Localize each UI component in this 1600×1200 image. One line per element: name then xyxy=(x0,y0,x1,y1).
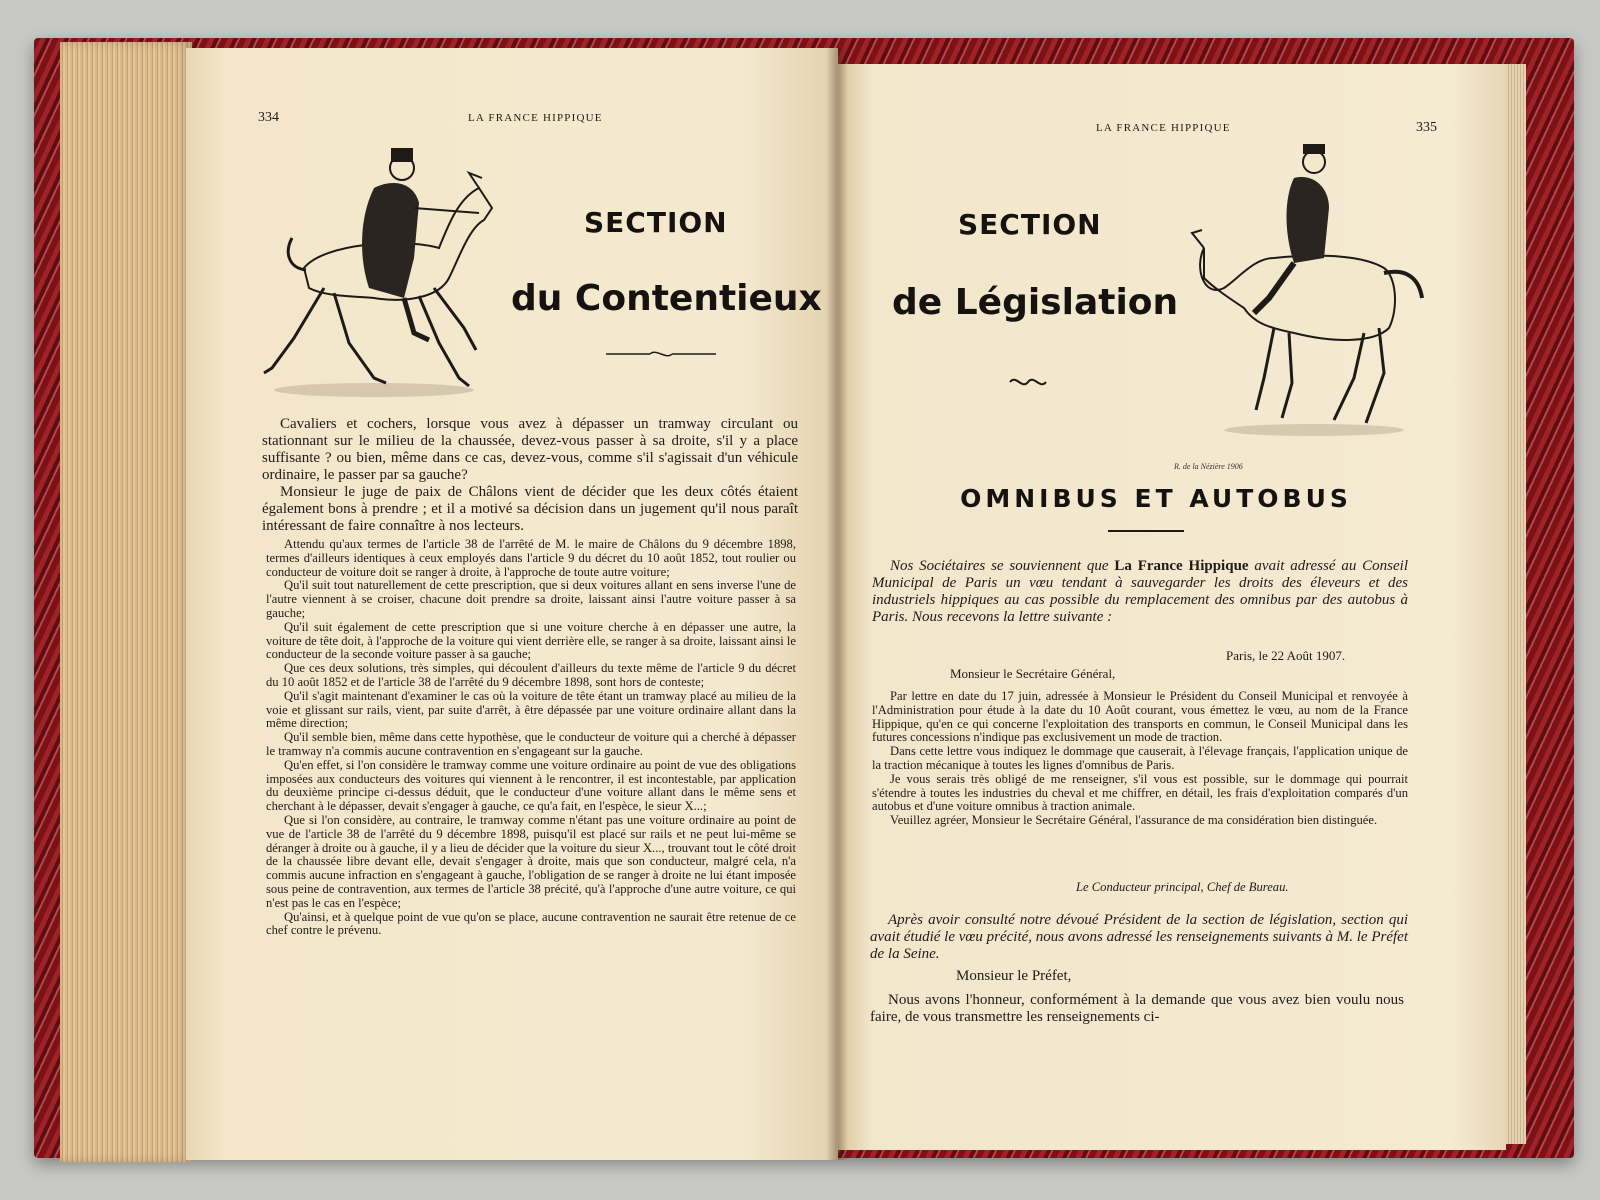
right-section-word: SECTION xyxy=(958,208,1102,241)
intro-lead-text: Nos Sociétaires se souviennent que xyxy=(890,558,1115,574)
judgment-paragraph: Que ces deux solutions, très simples, qui découlent d'ailleurs du texte même de l'article 9 du décret du 10 août 1852 et de l'article 38 de l'arrêté du 9 décembre 1898, sont hors de conteste; xyxy=(266,661,796,689)
page-edges-left xyxy=(60,42,192,1162)
judgment-paragraph: Qu'ainsi, et à quelque point de vue qu'on se place, aucune contravention ne saurait être retenue de ce chef contre le prévenu. xyxy=(266,909,796,938)
letter-paragraph: Je vous serais très obligé de me renseigner, s'il vous est possible, sur le dommage qui pourrait s'étendre à toutes les industries du cheval et me chiffrer, en détail, les frais d'exploitation comparés d'un autobus et d'une voiture omnibus à traction animale. xyxy=(872,771,1408,814)
right-section-title: de Législation xyxy=(892,282,1179,323)
letter-paragraph: Veuillez agréer, Monsieur le Secrétaire Général, l'assurance de ma considération bien distinguée. xyxy=(890,813,1378,828)
right-running-head: LA FRANCE HIPPIQUE xyxy=(1096,122,1231,134)
left-section-title: du Contentieux xyxy=(511,278,822,319)
horse-rider-illustration-left xyxy=(254,128,494,408)
letter-paragraph: Dans cette lettre vous indiquez le dommage que causerait, à l'élevage français, l'application unique de la traction mécanique à toutes les lignes d'omnibus de Paris. xyxy=(872,744,1408,772)
judgment-paragraph: Qu'il suit tout naturellement de cette prescription, que si deux voitures allant en sens inverse l'une de l'autre viennent à se croiser, chacune doit prendre sa droite, laissant ainsi l'autre voiture passer à sa gauche; xyxy=(266,578,796,620)
left-intro-paragraph-2: Monsieur le juge de paix de Châlons vient de décider que les deux côtés étaient également bons à prendre ; et il a motivé sa décision dans un jugement qu'il nous paraît intéressant de faire connaître à nos lecteurs. xyxy=(262,484,798,534)
letter-signature: Le Conducteur principal, Chef de Bureau. xyxy=(1076,880,1289,894)
title-underline xyxy=(1108,530,1184,532)
illustration-signature: R. de la Nézière 1906 xyxy=(1174,462,1243,471)
left-intro-paragraph-1: Cavaliers et cochers, lorsque vous avez à dépasser un tramway circulant ou stationnant sur le milieu de la chaussée, devez-vous passer à sa droite, s'il y a place suffisante ? ou bien, même dans ce cas, devez-vous, comme s'il s'agissait d'un véhicule ordinaire, le passer par sa gauche? xyxy=(262,416,798,483)
letter-salutation: Monsieur le Secrétaire Général, xyxy=(950,666,1116,681)
judgment-paragraph: Qu'il suit également de cette prescription que si une voiture cherche à en dépasser une autre, la voiture de tête doit, à l'approche de la voiture qui vient derrière elle, se ranger à sa droite, laissant ainsi le conducteur de la seconde voiture passer à sa gauche; xyxy=(266,619,796,662)
judgment-paragraph: Qu'il semble bien, même dans cette hypothèse, que le conducteur de voiture qui a cherché à dépasser le tramway n'a commis aucune contravention en s'engageant sur la gauche. xyxy=(266,730,796,758)
letter-body xyxy=(872,690,1408,828)
horse-rider-illustration-right xyxy=(1184,138,1424,448)
right-page-number: 335 xyxy=(1416,120,1437,135)
article-title: OMNIBUS ET AUTOBUS xyxy=(960,484,1352,513)
judgment-paragraph: Que si l'on considère, au contraire, le tramway comme n'étant pas une voiture ordinaire au point de vue de l'article 38 de l'arrêté du 9 décembre 1898, puisqu'il est placé sur rails et ne peut lui-même se déranger à droite ou à gauche, il y a lieu de décider que la voiture du sieur X..., trouvant tout le côté droit de la chaussée libre devant elle, devait s'engager à droite, mais que son conducteur, malgré cela, n'a commis aucune infraction en s'engageant à gauche, l'obligation de se ranger à droite ne lui étant imposée sous peine de contravention, aux termes de l'article 38 précité, qu'à l'approche d'une autre voiture, ce qui n'est pas le cas en l'espèce; xyxy=(266,812,796,910)
left-running-head: LA FRANCE HIPPIQUE xyxy=(468,112,603,124)
intro-rest-text: avait adressé au Conseil Municipal de Paris un vœu tendant à sauvegarder les droits des éleveurs et des industriels hippiques au cas possible du remplacement des omnibus par des autobus à Paris. Nous recevons la lettre suivante : xyxy=(872,558,1409,625)
left-page-number: 334 xyxy=(258,110,279,125)
left-page xyxy=(186,48,838,1160)
judgment-paragraph: Qu'en effet, si l'on considère le tramway comme une voiture ordinaire au point de vue des obligations imposées aux conducteurs des voitures qui viennent à le rencontrer, il est incontestable, par application du deuxième principe ci-dessus déduit, que le conducteur d'une voiture allant dans le même sens et cherchant à le dépasser, devait s'engager à gauche, ce qu'a fait, en l'espèce, le sieur X...; xyxy=(266,757,796,814)
right-intro-paragraph xyxy=(872,558,1408,626)
intro-bold-text: La France Hippique xyxy=(1114,558,1249,574)
ornament-flourish-right xyxy=(1008,372,1048,392)
book-gutter xyxy=(826,48,848,1160)
followup-paragraph: Après avoir consulté notre dévoué Président de la section de législation, section qui avait étudié le vœu précité, nous avons adressé les renseignements suivants à M. le Préfet de la Seine. xyxy=(870,912,1408,962)
judgment-paragraph: Attendu qu'aux termes de l'article 38 de l'arrêté de M. le maire de Châlons du 9 décembre 1898, termes d'ailleurs identiques à ceux employés dans l'article 9 du décret du 10 août 1852, tout roulier ou conducteur de voiture doit se ranger à droite, à l'approche de toute autre voiture; xyxy=(266,537,796,579)
judgment-paragraph: Qu'il s'agit maintenant d'examiner le cas où la voiture de tête étant un tramway placé au milieu de la voie et glissant sur rails, vient, par suite d'arrêt, à être dépassée par une voiture ordinaire allant dans la même direction; xyxy=(266,688,796,731)
letter-paragraph: Par lettre en date du 17 juin, adressée à Monsieur le Président du Conseil Municipal et renvoyée à l'Administration pour étude à la date du 10 Août courant, vous émettez le vœu, au nom de la France Hippique, qu'en ce qui concerne l'exploitation des transports en commun, le Conseil Municipal dans les futures concessions n'indique pas exclusivement un mode de traction. xyxy=(872,689,1408,745)
ornament-divider-left xyxy=(606,348,716,360)
letter-date: Paris, le 22 Août 1907. xyxy=(1226,648,1346,663)
judgment-text xyxy=(266,538,796,938)
right-page xyxy=(838,64,1506,1150)
reply-salutation: Monsieur le Préfet, xyxy=(956,968,1072,984)
left-section-word: SECTION xyxy=(584,206,728,239)
reply-body: Nous avons l'honneur, conformément à la demande que vous avez bien voulu nous faire, de vous transmettre les renseignements ci- xyxy=(870,992,1404,1025)
